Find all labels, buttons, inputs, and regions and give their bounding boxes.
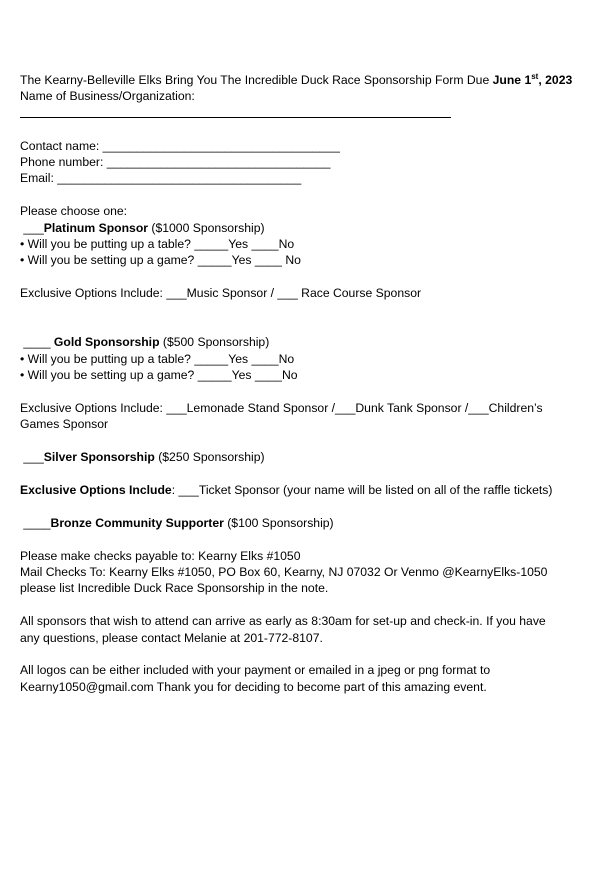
sponsorship-form <box>20 72 580 695</box>
business-name-field[interactable] <box>20 105 580 121</box>
gold-title: Gold Sponsorship <box>53 335 160 350</box>
arrival-line-2: any questions, please contact Melanie at 201-772-8107. <box>20 630 323 645</box>
silver-title: Silver Sponsorship <box>43 450 155 465</box>
gold-exclusive-options-cont[interactable]: Games Sponsor <box>20 417 109 432</box>
platinum-title: Platinum Sponsor <box>43 220 149 235</box>
platinum-table-question[interactable]: • Will you be putting up a table? _____Yes ____No <box>20 237 295 252</box>
email-field[interactable]: Email: ____________________________________ <box>20 171 302 186</box>
platinum-option[interactable]: ___Platinum Sponsor ($1000 Sponsorship) <box>23 220 265 235</box>
silver-exclusive-options[interactable]: Exclusive Options Include: ___Ticket Sponsor (your name will be listed on all of the raffle tickets) <box>20 483 553 498</box>
gold-table-question[interactable]: • Will you be putting up a table? _____Yes ____No <box>20 351 295 366</box>
logos-line-1: All logos can be either included with your payment or emailed in a jpeg or png format to <box>20 663 491 678</box>
bronze-option[interactable]: ____Bronze Community Supporter ($100 Sponsorship) <box>23 515 334 530</box>
title-text: The Kearny-Belleville Elks Bring You The Incredible Duck Race Sponsorship Form Due <box>20 73 493 87</box>
payment-line-3: please list Incredible Duck Race Sponsorship in the note. <box>20 581 329 596</box>
platinum-exclusive-options[interactable]: Exclusive Options Include: ___Music Sponsor / ___ Race Course Sponsor <box>20 286 422 301</box>
payment-line-2: Mail Checks To: Kearny Elks #1050, PO Box 60, Kearny, NJ 07032 Or Venmo @KearnyElks-1050 <box>20 565 548 580</box>
silver-option[interactable]: ___Silver Sponsorship ($250 Sponsorship) <box>23 450 265 465</box>
arrival-line-1: All sponsors that wish to attend can arrive as early as 8:30am for set-up and check-in. If you have <box>20 614 546 629</box>
choose-label: Please choose one: <box>20 204 128 219</box>
business-label: Name of Business/Organization: <box>20 89 195 104</box>
gold-exclusive-options[interactable]: Exclusive Options Include: ___Lemonade Stand Sponsor /___Dunk Tank Sponsor /___Children’s <box>20 401 543 416</box>
gold-option[interactable]: ____ Gold Sponsorship ($500 Sponsorship) <box>23 335 270 350</box>
gold-game-question[interactable]: • Will you be setting up a game? _____Yes ____No <box>20 368 298 383</box>
due-date: June 1st, 2023 <box>492 71 573 87</box>
contact-name-field[interactable]: Contact name: ___________________________________ <box>20 138 340 153</box>
logos-line-2: Kearny1050@gmail.com Thank you for deciding to become part of this amazing event. <box>20 679 487 694</box>
phone-number-field[interactable]: Phone number: _________________________________ <box>20 155 331 169</box>
platinum-game-question[interactable]: • Will you be setting up a game? _____Yes ____ No <box>20 253 301 268</box>
bronze-title: Bronze Community Supporter <box>50 515 224 530</box>
payment-line-1: Please make checks payable to: Kearny Elks #1050 <box>20 548 301 563</box>
form-title <box>20 72 580 88</box>
